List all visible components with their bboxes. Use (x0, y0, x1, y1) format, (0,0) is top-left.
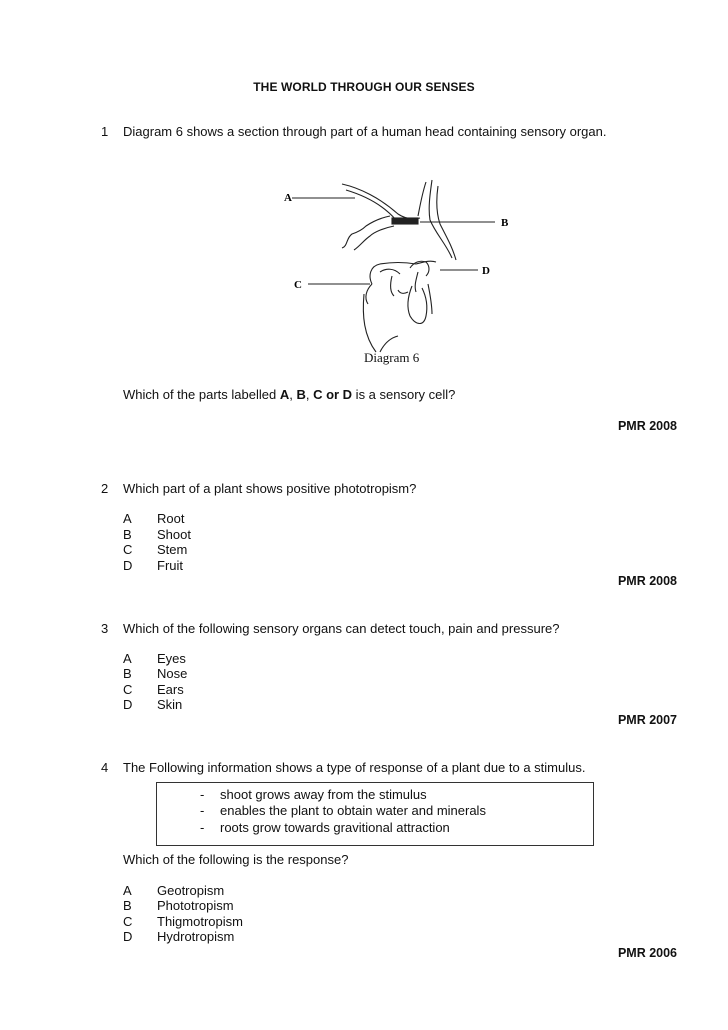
diagram-label-b: B (501, 217, 509, 229)
option-letter: A (123, 651, 132, 666)
diagram-label-d: D (482, 265, 490, 277)
option-text: Skin (157, 697, 183, 712)
page-title: THE WORLD THROUGH OUR SENSES (253, 80, 475, 94)
question-1-source: PMR 2008 (617, 419, 677, 433)
question-3-number: 3 (101, 621, 109, 636)
option-letter: B (123, 527, 132, 542)
info-item: roots grow towards gravitional attraction (220, 820, 450, 835)
question-2-source: PMR 2008 (617, 574, 677, 588)
info-dash: - (200, 787, 205, 802)
option-text: Ears (157, 682, 184, 697)
option-text: Thigmotropism (157, 914, 243, 929)
option-text: Hydrotropism (157, 929, 235, 944)
option-letter: C (123, 682, 133, 697)
question-1-prompt (123, 387, 455, 402)
question-3-text: Which of the following sensory organs can detect touch, pain and pressure? (123, 621, 560, 636)
prompt-sep: , (289, 387, 297, 402)
question-2-number: 2 (101, 481, 109, 496)
question-1-text: Diagram 6 shows a section through part of a human head containing sensory organ. (123, 124, 607, 139)
info-dash: - (200, 803, 205, 818)
option-letter: A (123, 511, 132, 526)
option-text: Shoot (157, 527, 191, 542)
diagram-caption: Diagram 6 (364, 350, 420, 365)
option-text: Eyes (157, 651, 186, 666)
option-letter: C (123, 542, 133, 557)
option-letter: C (123, 914, 133, 929)
question-4-text: The Following information shows a type of response of a plant due to a stimulus. (123, 760, 586, 775)
option-text: Stem (157, 542, 188, 557)
option-letter: B (123, 898, 132, 913)
prompt-label-a: A (279, 387, 290, 402)
question-4-number: 4 (101, 760, 109, 775)
question-4-source: PMR 2006 (617, 946, 677, 960)
option-letter: D (123, 558, 133, 573)
question-3-source: PMR 2007 (617, 713, 677, 727)
option-text: Fruit (157, 558, 183, 573)
question-4-prompt: Which of the following is the response? (123, 852, 349, 867)
head-section-diagram (280, 176, 525, 368)
info-item: shoot grows away from the stimulus (220, 787, 427, 802)
option-text: Geotropism (157, 883, 225, 898)
option-text: Nose (157, 666, 188, 681)
diagram-label-c: C (294, 279, 302, 291)
prompt-sep: , (305, 387, 314, 402)
option-letter: D (123, 697, 133, 712)
info-dash: - (200, 820, 205, 835)
option-letter: D (123, 929, 133, 944)
prompt-label-c-or-d: C or D (313, 387, 353, 402)
option-text: Root (157, 511, 185, 526)
question-1-number: 1 (101, 124, 109, 139)
info-item: enables the plant to obtain water and minerals (220, 803, 486, 818)
diagram-label-a: A (284, 192, 292, 204)
prompt-label-b: B (296, 387, 306, 402)
option-text: Phototropism (157, 898, 234, 913)
option-letter: A (123, 883, 132, 898)
option-letter: B (123, 666, 132, 681)
prompt-part: Which of the parts labelled (123, 387, 280, 402)
prompt-part: is a sensory cell? (352, 387, 456, 402)
question-2-text: Which part of a plant shows positive phototropism? (123, 481, 417, 496)
